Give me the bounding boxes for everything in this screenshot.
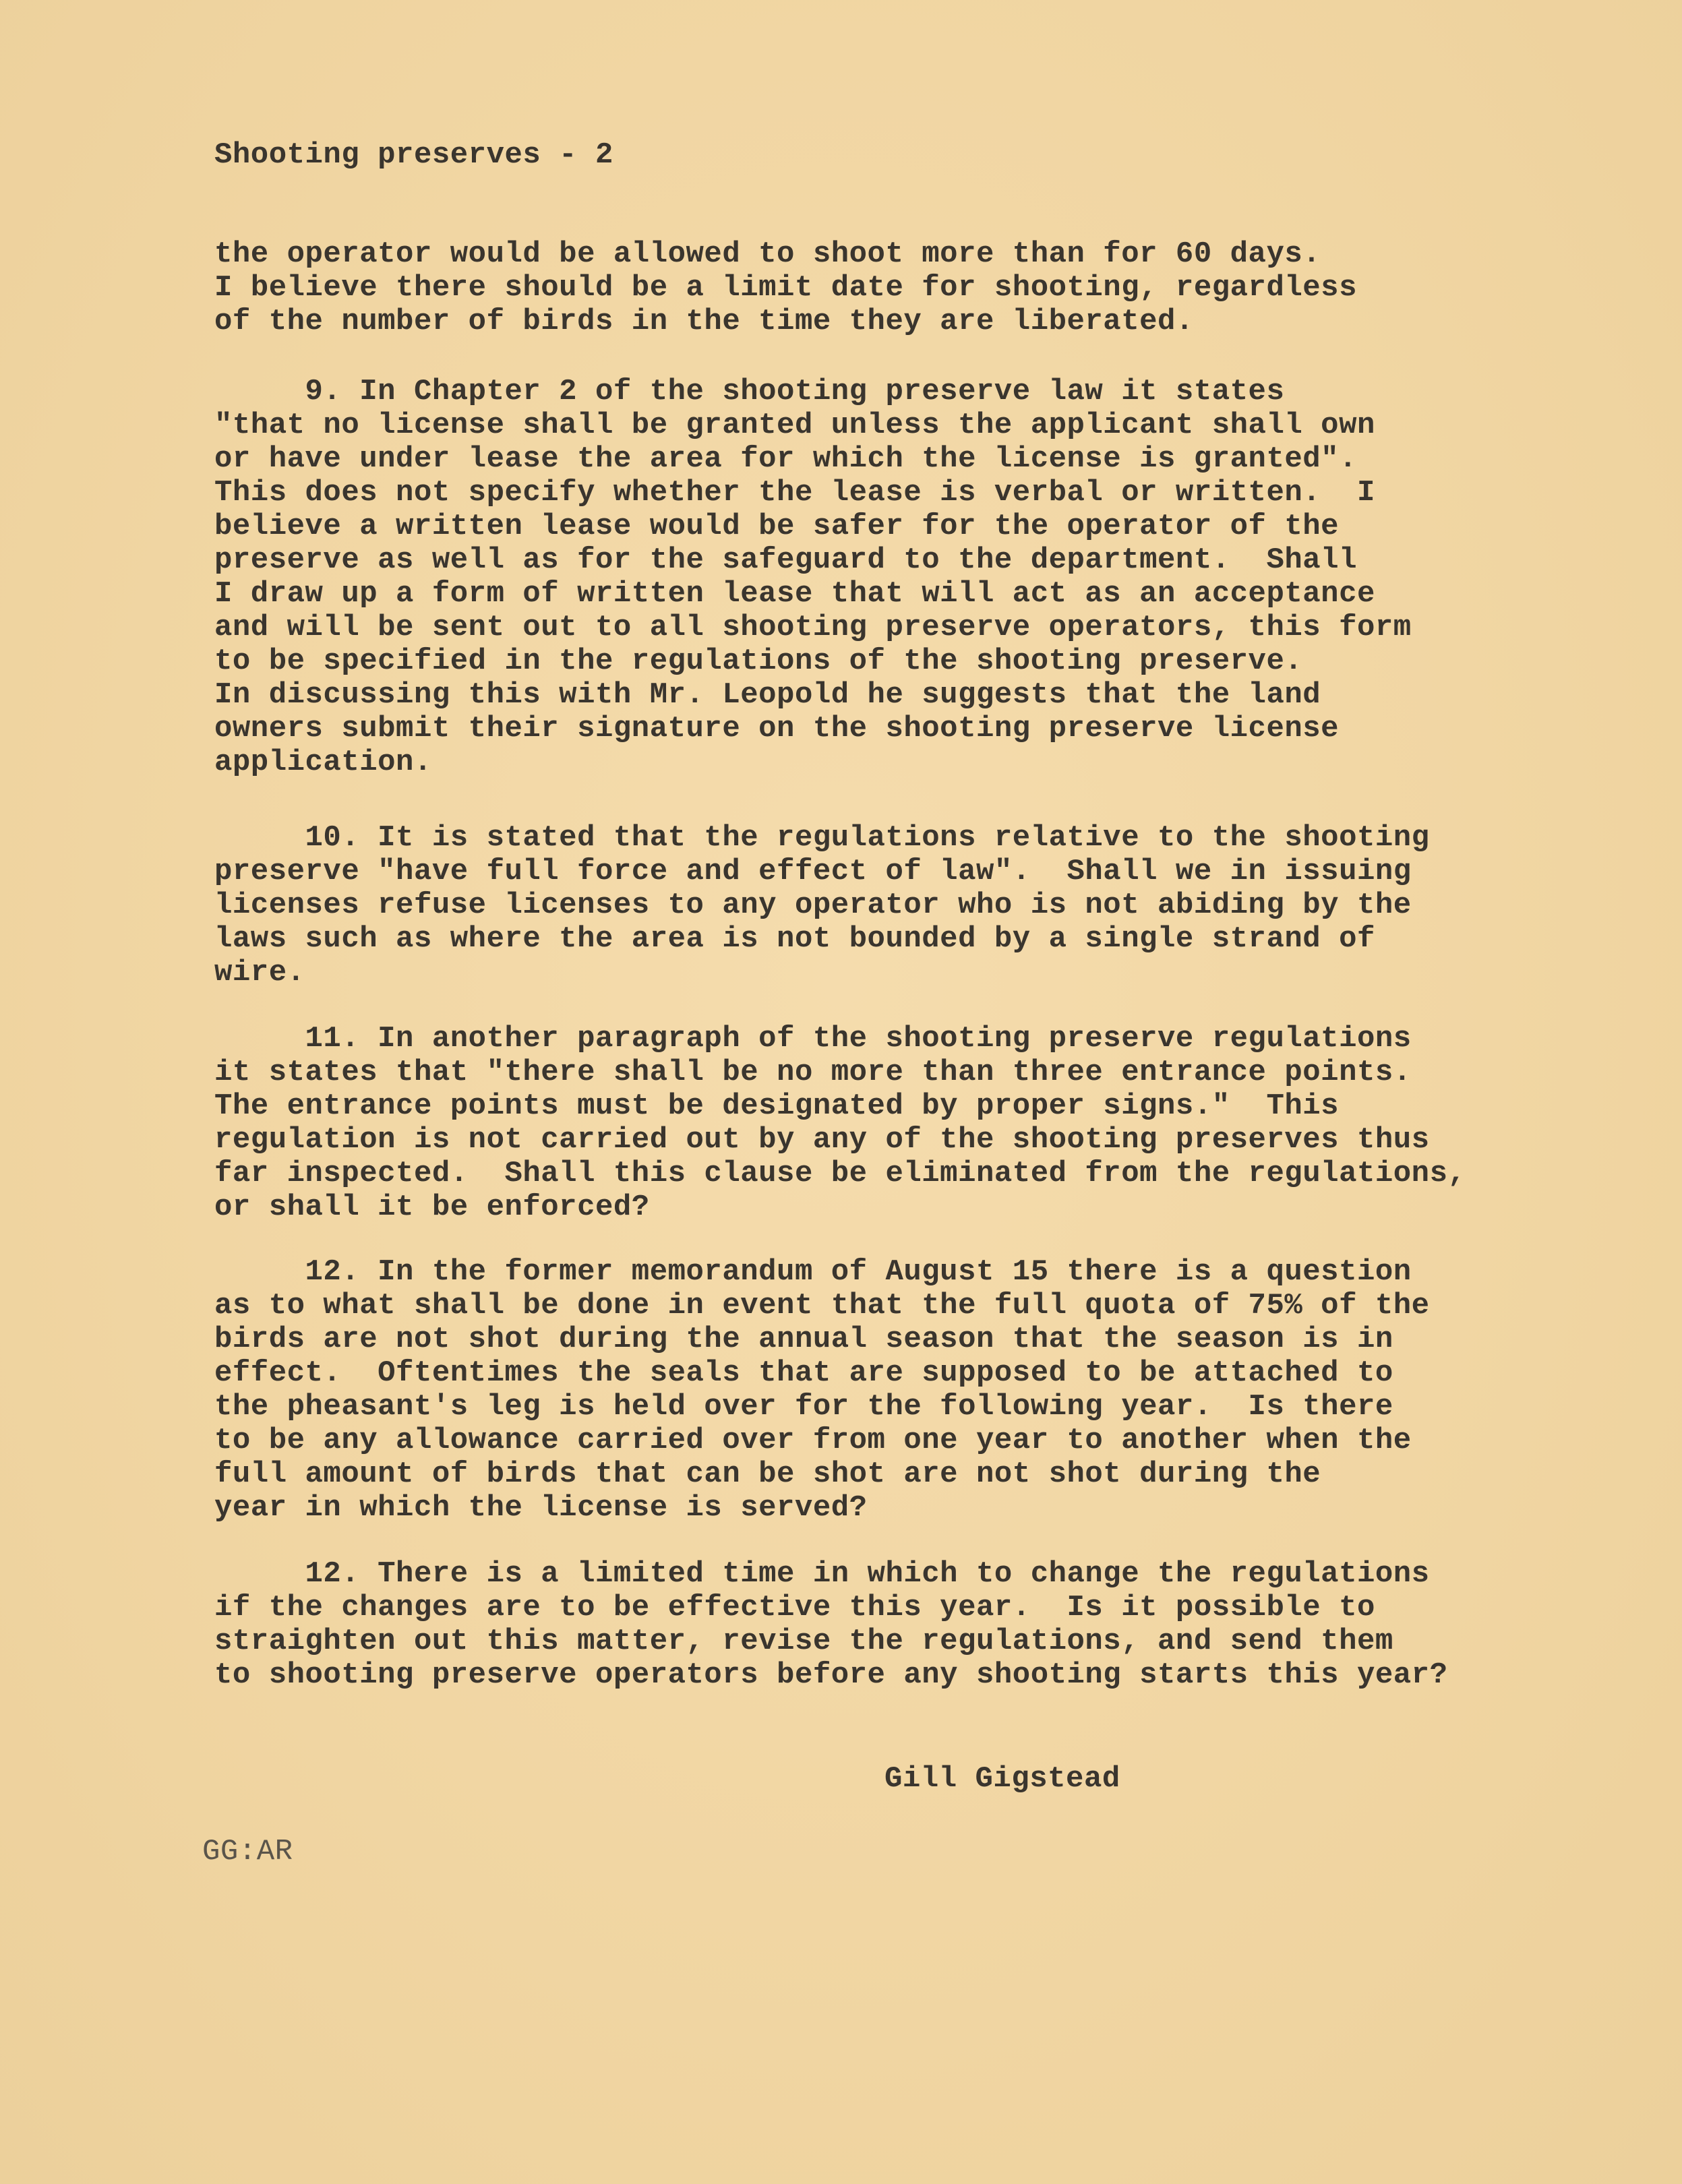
text-line: In discussing this with Mr. Leopold he suggests that the land — [214, 678, 1321, 712]
text-line: I draw up a form of written lease that will act as an acceptance — [214, 577, 1375, 611]
text-line: birds are not shot during the annual season that the season is in — [214, 1323, 1393, 1356]
text-line: This does not specify whether the lease is verbal or written. I — [214, 476, 1375, 510]
page-header: Shooting preserves - 2 — [214, 138, 613, 172]
text-line: owners submit their signature on the shooting preserve license — [214, 712, 1340, 746]
text-line: application. — [214, 746, 432, 779]
text-line: far inspected. Shall this clause be eliminated from the regulations, — [214, 1157, 1466, 1190]
text-line: 10. It is stated that the regulations relative to the shooting — [214, 821, 1430, 855]
text-line: the operator would be allowed to shoot more than for 60 days. — [214, 237, 1321, 271]
text-line: full amount of birds that can be shot are not shot during the — [214, 1457, 1321, 1491]
text-line: 9. In Chapter 2 of the shooting preserve law it states — [214, 375, 1285, 408]
text-line: or have under lease the area for which the license is granted". — [214, 442, 1357, 476]
text-line: believe a written lease would be safer for the operator of the — [214, 510, 1340, 543]
text-line: "that no license shall be granted unless the applicant shall own — [214, 408, 1375, 442]
text-line: 12. In the former memorandum of August 15 there is a question — [214, 1255, 1412, 1289]
signature: Gill Gigstead — [884, 1762, 1120, 1796]
text-line: to be any allowance carried over from one year to another when the — [214, 1424, 1412, 1457]
text-line: if the changes are to be effective this year. Is it possible to — [214, 1591, 1375, 1625]
text-line: to shooting preserve operators before any shooting starts this year? — [214, 1658, 1448, 1692]
text-line: it states that "there shall be no more than three entrance points. — [214, 1056, 1412, 1089]
text-line: of the number of birds in the time they are liberated. — [214, 305, 1194, 338]
text-line: licenses refuse licenses to any operator who is not abiding by the — [214, 888, 1412, 922]
text-line: preserve as well as for the safeguard to the department. Shall — [214, 543, 1357, 577]
text-line: regulation is not carried out by any of the shooting preserves thus — [214, 1123, 1430, 1157]
text-line: year in which the license is served? — [214, 1491, 868, 1525]
text-line: to be specified in the regulations of the shooting preserve. — [214, 644, 1303, 678]
text-line: The entrance points must be designated by proper signs." This — [214, 1089, 1340, 1123]
text-line: as to what shall be done in event that the full quota of 75% of the — [214, 1289, 1430, 1323]
text-line: 12. There is a limited time in which to change the regulations — [214, 1557, 1430, 1591]
text-line: straighten out this matter, revise the regulations, and send them — [214, 1625, 1393, 1658]
text-line: wire. — [214, 956, 305, 990]
text-line: the pheasant's leg is held over for the following year. Is there — [214, 1390, 1393, 1424]
text-line: or shall it be enforced? — [214, 1190, 650, 1224]
text-line: and will be sent out to all shooting preserve operators, this form — [214, 611, 1412, 644]
text-line: 11. In another paragraph of the shooting preserve regulations — [214, 1022, 1412, 1056]
text-line: I believe there should be a limit date for shooting, regardless — [214, 271, 1357, 305]
text-line: preserve "have full force and effect of law". Shall we in issuing — [214, 855, 1412, 888]
text-line: laws such as where the area is not bounded by a single strand of — [214, 922, 1375, 956]
text-line: effect. Oftentimes the seals that are supposed to be attached to — [214, 1356, 1393, 1390]
reference-initials: GG:AR — [202, 1835, 293, 1869]
